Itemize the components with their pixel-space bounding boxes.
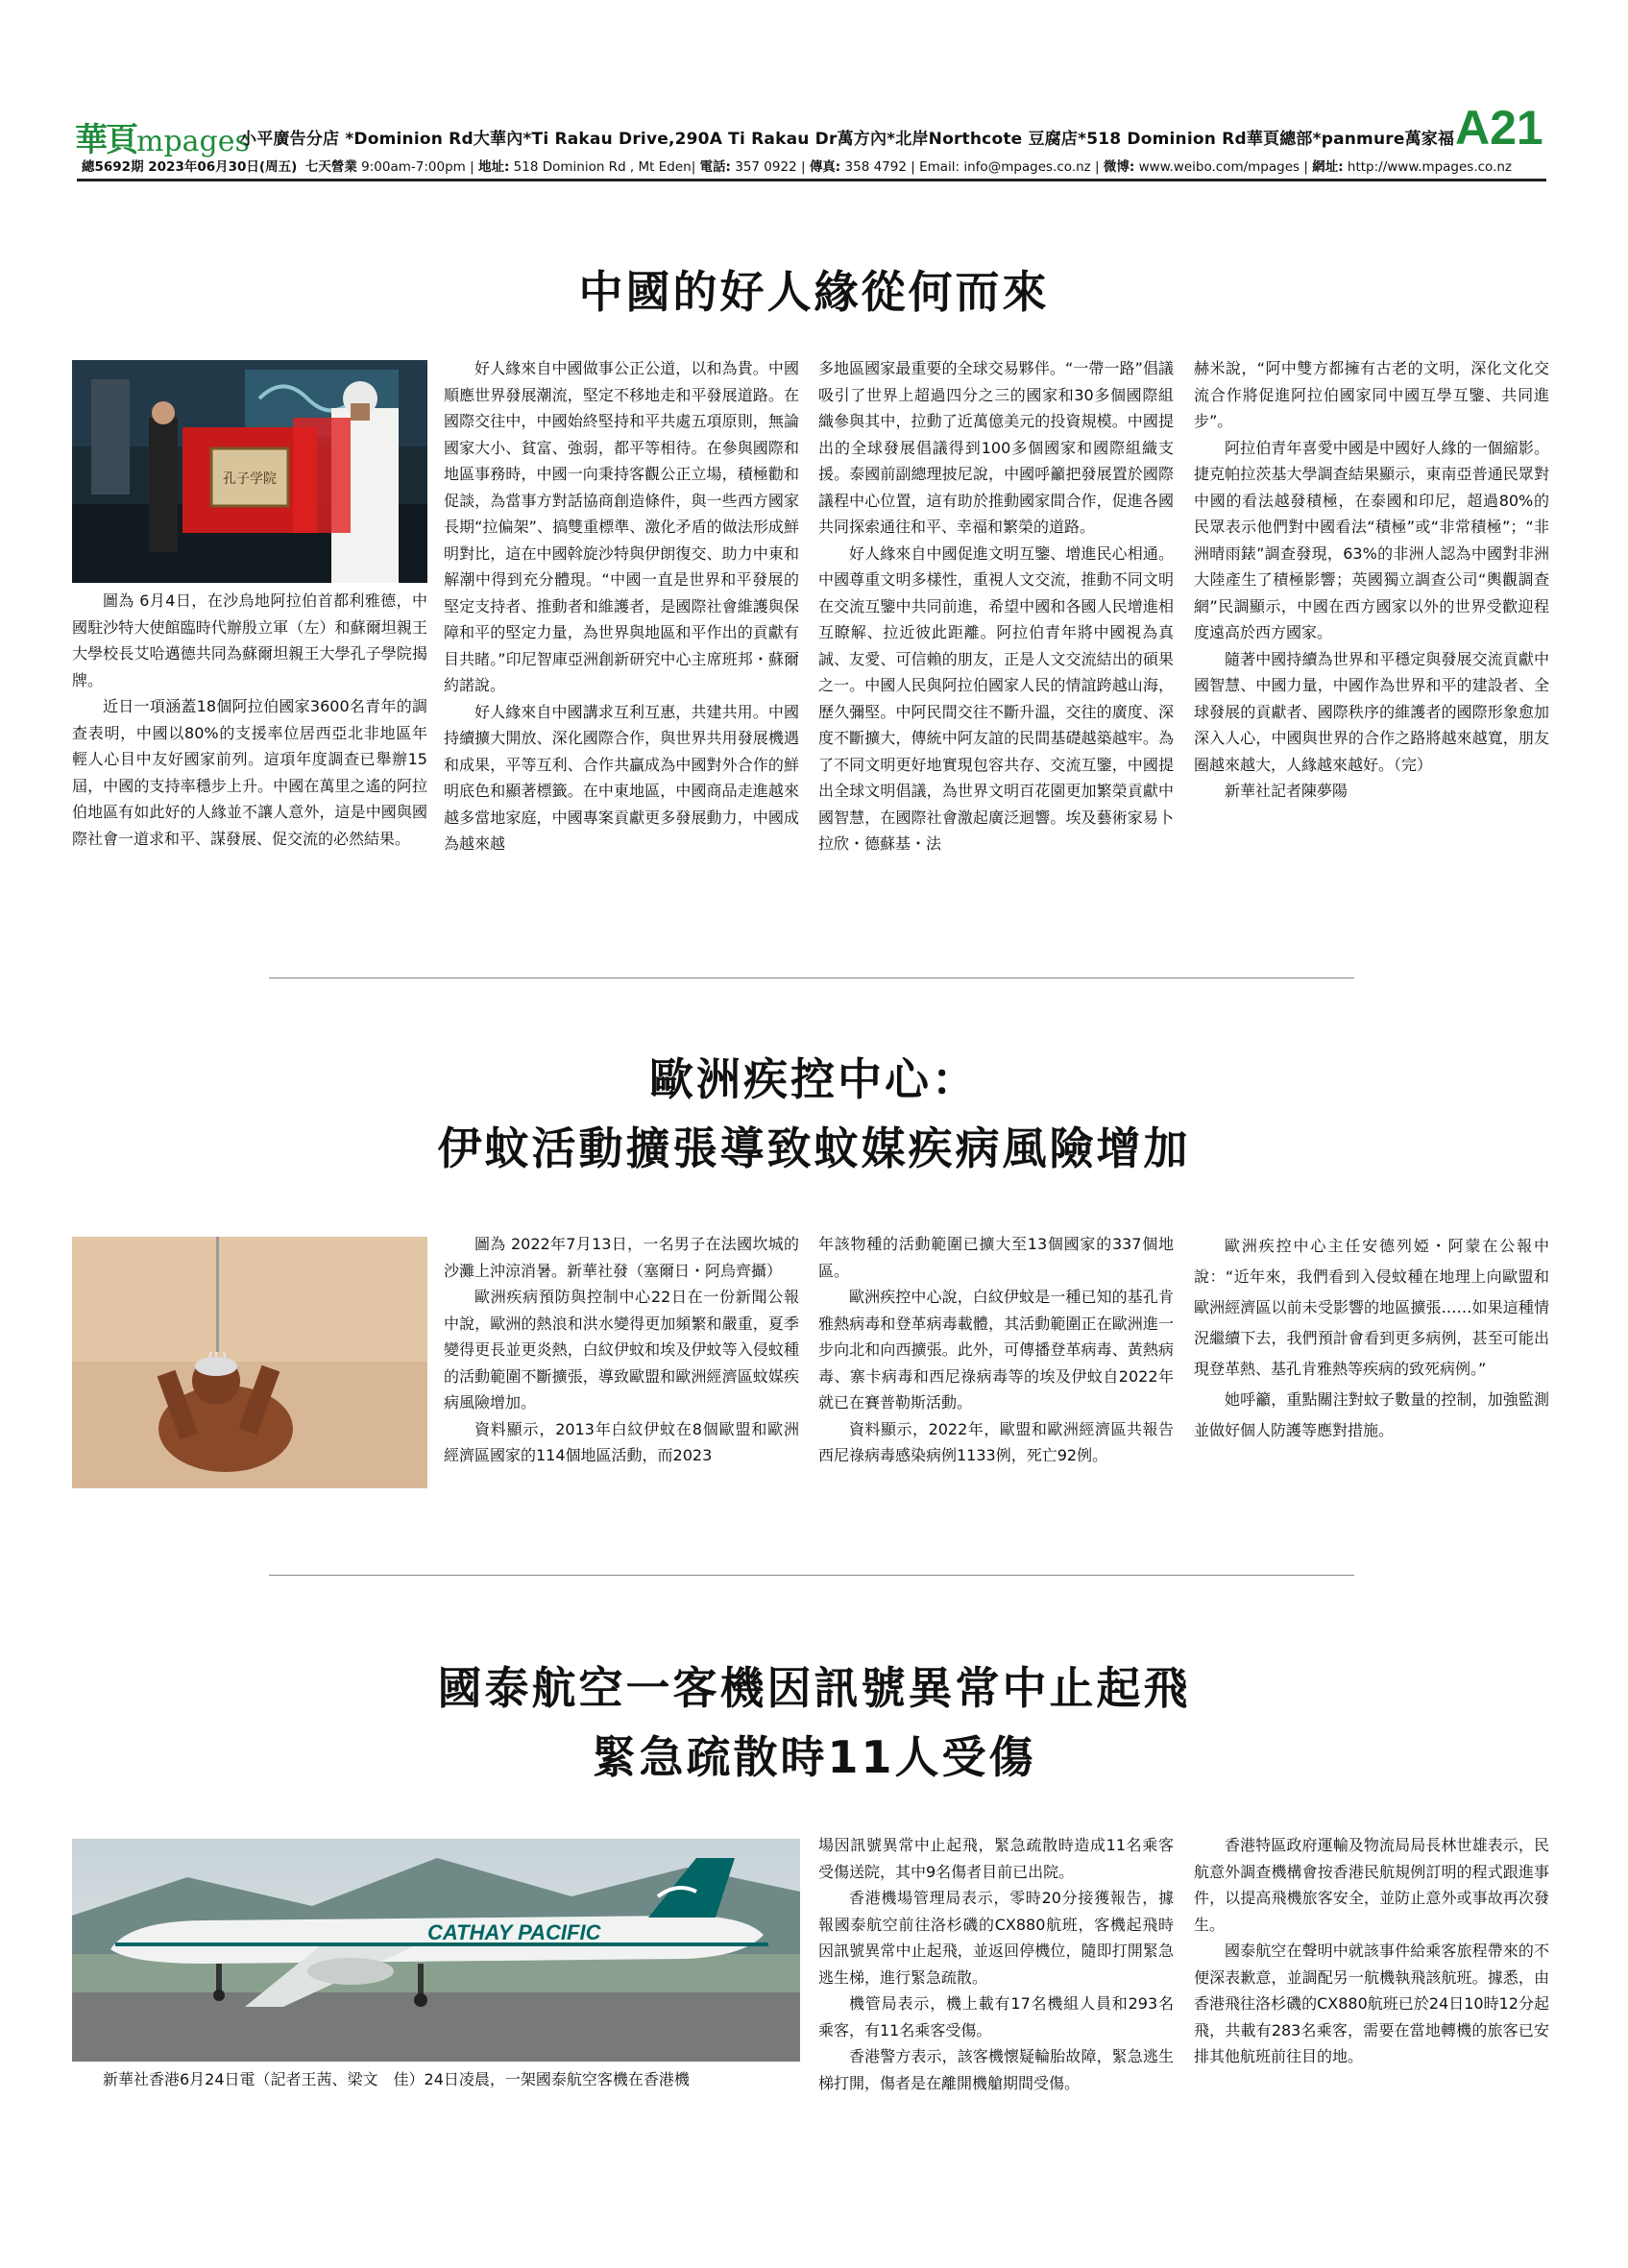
article1-col2-para-1: 好人緣來自中國做事公正公道，以和為貴。中國順應世界發展潮流，堅定不移地走和平發展道路。在國際交往中，中國始終堅持和平共處五項原則，無論國家大小、貧富、強弱，都平等相待。在參與國際和地區事務時，中國一向秉持客觀公正立場，積極勸和促談，為當事方對話協商創造條件，與一些西方國家長期“拉偏架”、搞雙重標準、激化矛盾的做法形成鮮明對比，這在中國斡旋沙特與伊朗復交、助力中東和解潮中得到充分體現。“中國一直是世界和平發展的堅定支持者、推動者和維護者，是國際社會維護與保障和平的堅定力量，為世界與地區和平作出的貢獻有目共睹。”印尼智庫亞洲創新研究中心主席班邦・蘇爾約諾說。 xyxy=(444,359,799,694)
article1-column-1 xyxy=(72,588,427,852)
article1-caption: 圖為 6月4日，在沙烏地阿拉伯首都利雅德，中國駐沙特大使館臨時代辦殷立軍（左）和蘇爾坦親王大學校長艾哈邁德共同為蘇爾坦親王大學孔子學院揭牌。 xyxy=(72,591,427,689)
weibo-link[interactable]: www.weibo.com/mpages xyxy=(1138,159,1300,175)
article1-col4-para-1: 赫米說，“阿中雙方都擁有古老的文明，深化文化交流合作將促進阿拉伯國家同中國互學互鑒、共同進步”。 xyxy=(1194,359,1549,430)
address: 518 Dominion Rd , Mt Eden xyxy=(513,159,692,175)
logo-chinese: 華頁 xyxy=(75,121,136,159)
article1-column-2 xyxy=(444,355,799,857)
article3-col3-para-2: 香港機場管理局表示，零時20分接獲報告，據報國泰航空前往洛杉磯的CX880航班，客機起飛時因訊號異常中止起飛，並返回停機位，隨即打開緊急逃生梯，進行緊急疏散。 xyxy=(818,1889,1174,1987)
page-number: A21 xyxy=(1455,101,1543,155)
article2-caption: 圖為 2022年7月13日，一名男子在法國坎城的沙灘上沖涼消暑。新華社發（塞爾日・阿烏齊攝） xyxy=(444,1235,799,1280)
article2-col3-para-3: 資料顯示，2022年，歐盟和歐洲經濟區共報告西尼祿病毒感染病例1133例，死亡92例。 xyxy=(818,1419,1174,1464)
article3-lead xyxy=(72,2066,800,2093)
article2-col3-para-2: 歐洲疾控中心說，白紋伊蚊是一種已知的基孔肯雅熱病毒和登革病毒載體，其活動範圍正在歐洲進一步向北和向西擴張。此外，可傳播登革病毒、黃熱病毒、寨卡病毒和西尼祿病毒等的埃及伊蚊自2022年就已在賽普勒斯活動。 xyxy=(818,1288,1174,1411)
fax-label: 傳真: xyxy=(809,159,841,175)
article3-col4-para-1: 香港特區政府運輸及物流局局長林世雄表示，民航意外調查機構會按香港民航規例訂明的程式跟進事件，以提高飛機旅客安全，並防止意外或事故再次發生。 xyxy=(1194,1836,1549,1934)
article3-col3-para-3: 機管局表示，機上載有17名機組人員和293名乘客，有11名乘客受傷。 xyxy=(818,1994,1174,2039)
article2-col2-para-1: 歐洲疾病預防與控制中心22日在一份新聞公報中說，歐洲的熱浪和洪水變得更加頻繁和嚴重，夏季變得更長並更炎熱，白紋伊蚊和埃及伊蚊等入侵蚊種的活動範圍不斷擴張，導致歐盟和歐洲經濟區蚊媒疾病風險增加。 xyxy=(444,1288,799,1411)
header-rule xyxy=(77,179,1546,181)
header-ad-line: 小平廣告分店 *Dominion Rd大華內*Ti Rakau Drive,290A Ti Rakau Dr萬方內*北岸Northcote 豆腐店*518 Dominion Rd華頁總部*panmure萬家福 xyxy=(240,130,1455,149)
website-link[interactable]: http://www.mpages.co.nz xyxy=(1347,159,1513,175)
article1-column-4 xyxy=(1194,355,1549,805)
weibo-label: 微博: xyxy=(1103,159,1135,175)
article1-col2-para-2: 好人緣來自中國講求互利互惠，共建共用。中國持續擴大開放、深化國際合作，與世界共用發展機遇和成果，平等互利、合作共贏成為中國對外合作的鮮明底色和顯著標籤。在中東地區，中國商品走進越來越多當地家庭，中國專案貢獻更多發展動力，中國成為越來越 xyxy=(444,702,799,853)
article3-col3-para-1: 場因訊號異常中止起飛，緊急疏散時造成11名乘客受傷送院，其中9名傷者目前已出院。 xyxy=(818,1836,1174,1881)
hours: 9:00am-7:00pm xyxy=(361,159,466,175)
fax: 358 4792 xyxy=(844,159,907,175)
article3-lead-para: 新華社香港6月24日電（記者王茜、梁文 佳）24日凌晨，一架國泰航空客機在香港機 xyxy=(103,2070,690,2088)
article3-column-4 xyxy=(1194,1832,1549,2070)
article1-col1-para-1: 近日一項涵蓋18個阿拉伯國家3600名青年的調查表明，中國以80%的支援率位居西亞北非地區年輕人心目中友好國家前列。這項年度調查已舉辦15屆，中國的支持率穩步上升。中國在萬里之遙的阿拉伯地區有如此好的人緣並不讓人意外，這是中國與國際社會一道求和平、謀發展、促交流的必然結果。 xyxy=(72,697,427,848)
article2-title-line2: 伊蚊活動擴張導致蚊媒疾病風險增加 xyxy=(437,1122,1191,1174)
article3-col4-para-2: 國泰航空在聲明中就該事件給乘客旅程帶來的不便深表歉意，並調配另一航機執飛該航班。據悉，由香港飛往洛杉磯的CX880航班已於24日10時12分起飛，共載有283名乘客，需要在當地轉機的旅客已安排其他航班前往目的地。 xyxy=(1194,1942,1549,2065)
section-divider-2 xyxy=(269,1575,1354,1576)
article3-column-3 xyxy=(818,1832,1174,2096)
article2-column-2 xyxy=(444,1231,799,1469)
article2-title-line1: 歐洲疾控中心： xyxy=(649,1053,979,1105)
article3-photo xyxy=(72,1839,800,2062)
article1-column-3 xyxy=(818,355,1174,857)
plaque-text: 孔子学院 xyxy=(223,471,277,487)
article1-col3-para-1: 多地區國家最重要的全球交易夥伴。“一帶一路”倡議吸引了世界上超過四分之三的國家和30多個國際組織參與其中，拉動了近萬億美元的投資規模。中國提出的全球發展倡議得到100多個國家和國際組織支援。泰國前副總理披尼說，中國呼籲把發展置於國際議程中心位置，這有助於推動國家間合作，促進各國共同探索通往和平、幸福和繁榮的道路。 xyxy=(818,359,1174,536)
article2-column-3 xyxy=(818,1231,1174,1469)
header-info-line: 總5692期 2023年06月30日(周五) 七天營業 9:00am-7:00pm | 地址: 518 Dominion Rd , Mt Eden| 電話: 357 0922 | 傳真: 358 4792 | Email: info@mpages.co.nz | 微博: www.weibo.com/mpages | 網址: http://www.mpages.co.nz xyxy=(82,159,1513,175)
article2-col3-para-1: 年該物種的活動範圍已擴大至13個國家的337個地區。 xyxy=(818,1235,1174,1280)
article1-col4-para-2: 阿拉伯青年喜愛中國是中國好人緣的一個縮影。捷克帕拉茨基大學調查結果顯示，東南亞普通民眾對中國的看法越發積極，在泰國和印尼，超過80%的民眾表示他們對中國看法“積極”或“非常積極”；“非洲晴雨錶”調查發現，63%的非洲人認為中國對非洲大陸產生了積極影響；英國獨立調查公司“輿觀調查網”民調顯示，中國在西方國家以外的世界受歡迎程度遠高於西方國家。 xyxy=(1194,438,1549,641)
article3-col3-para-4: 香港警方表示，該客機懷疑輪胎故障，緊急逃生梯打開，傷者是在離開機艙期間受傷。 xyxy=(818,2047,1174,2092)
article1-title: 中國的好人緣從何而來 xyxy=(578,266,1050,318)
web-label: 網址: xyxy=(1312,159,1344,175)
article3-title-line2: 緊急疏散時11人受傷 xyxy=(592,1731,1036,1783)
hours-label: 七天營業 xyxy=(304,159,357,175)
article2-col4-para-2: 她呼籲，重點關注對蚊子數量的控制，加強監測並做好個人防護等應對措施。 xyxy=(1194,1390,1549,1439)
article1-col3-para-2: 好人緣來自中國促進文明互鑒、增進民心相通。中國尊重文明多樣性，重視人文交流，推動不同文明在交流互鑒中共同前進，希望中國和各國人民增進相互瞭解、拉近彼此距離。阿拉伯青年將中國視為真誠、友愛、可信賴的朋友，正是人文交流結出的碩果之一。中國人民與阿拉伯國家人民的情誼跨越山海，歷久彌堅。中阿民間交往不斷升溫，交往的廣度、深度不斷擴大，傳統中阿友誼的民間基礎越築越牢。為了不同文明更好地實現包容共存、交流互鑒，中國提出全球文明倡議，為世界文明百花園更加繁榮貢獻中國智慧，在國際社會激起廣泛迴響。埃及藝術家易卜拉欣・德蘇基・法 xyxy=(818,543,1174,853)
phone: 357 0922 xyxy=(735,159,797,175)
address-label: 地址: xyxy=(477,159,510,175)
article3-title-line1: 國泰航空一客機因訊號異常中止起飛 xyxy=(437,1662,1191,1714)
issue-date: 總5692期 2023年06月30日(周五) xyxy=(82,159,298,175)
phone-label: 電話: xyxy=(699,159,731,175)
article2-col2-para-2: 資料顯示，2013年白紋伊蚊在8個歐盟和歐洲經濟區國家的114個地區活動，而2023 xyxy=(444,1419,799,1464)
email-link[interactable]: Email: info@mpages.co.nz xyxy=(919,159,1091,175)
article1-byline: 新華社記者陳夢陽 xyxy=(1225,782,1349,800)
article1-photo xyxy=(72,360,427,583)
article1-col4-para-3: 隨著中國持續為世界和平穩定與發展交流貢獻中國智慧、中國力量，中國作為世界和平的建設者、全球發展的貢獻者、國際秩序的維護者的國際形象愈加深入人心，中國與世界的合作之路將越來越寬，朋友圈越來越大，人緣越來越好。（完） xyxy=(1194,649,1549,774)
logo-english: mpages xyxy=(136,125,250,158)
article2-col4-para-1: 歐洲疾控中心主任安德列婭・阿蒙在公報中說：“近年來，我們看到入侵蚊種在地理上向歐盟和歐洲經濟區以前未受影響的地區擴張……如果這種情況繼續下去，我們預計會看到更多病例，甚至可能出現登革熱、基孔肯雅熱等疾病的致死病例。” xyxy=(1194,1237,1549,1378)
masthead-logo xyxy=(75,113,250,160)
plane-livery-text: CATHAY PACIFIC xyxy=(427,1920,601,1944)
article2-column-4 xyxy=(1194,1231,1549,1446)
section-divider-1 xyxy=(269,977,1354,978)
article2-photo xyxy=(72,1237,427,1488)
